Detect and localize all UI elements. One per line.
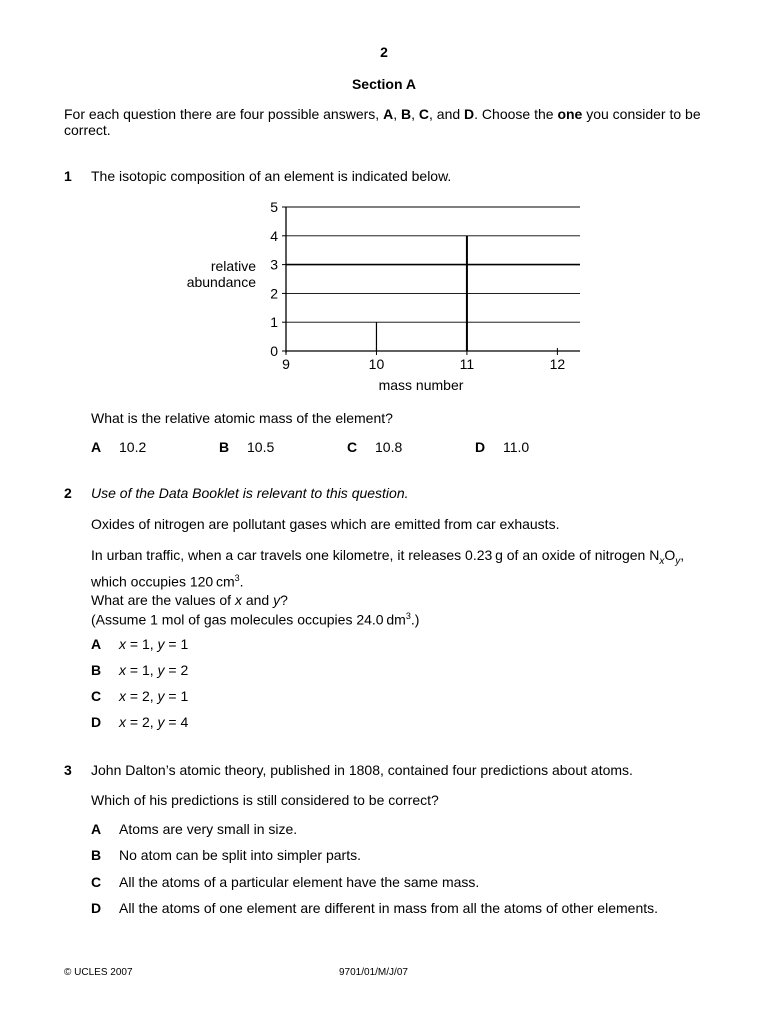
x-tick-label: 11 (459, 356, 475, 372)
option-letter: C (347, 439, 358, 455)
question-prompt: Which of his predictions is still considered to be correct? (91, 792, 439, 808)
y-tick-label: 2 (270, 285, 278, 302)
y-axis-label-line2: abundance (186, 274, 256, 290)
option-c[interactable]: C x = 2, y = 1 (91, 688, 189, 704)
x-tick-label: 9 (282, 356, 290, 372)
option-text: 10.2 (119, 439, 147, 455)
question-number: 1 (64, 168, 72, 184)
option-text: 11.0 (503, 439, 530, 455)
option-a[interactable] (91, 439, 146, 455)
option-c[interactable]: C All the atoms of a particular element have the same mass. (91, 874, 480, 890)
option-letter: D (475, 439, 486, 455)
y-tick-label: 5 (270, 199, 278, 215)
question-note: Use of the Data Booklet is relevant to this question. (91, 485, 409, 501)
y-tick-label: 3 (270, 256, 278, 273)
y-tick-label: 0 (270, 343, 278, 359)
instructions: For each question there are four possible answers, A, B, C, and D. Choose the one you consider to be correct. (64, 106, 701, 138)
option-letter: B (219, 439, 230, 455)
option-letter: A (91, 439, 102, 455)
x-axis-label: mass number (378, 377, 464, 393)
section-title: Section A (351, 76, 417, 92)
y-tick-label: 1 (270, 314, 278, 331)
option-d[interactable] (475, 439, 529, 455)
option-text: 10.8 (375, 439, 403, 455)
y-tick-label: 4 (270, 227, 278, 244)
isotope-chart (0, 190, 768, 400)
x-tick-label: 12 (549, 356, 566, 372)
option-d[interactable]: D x = 2, y = 4 (91, 714, 189, 730)
option-text: 10.5 (247, 439, 275, 455)
question-stem: John Dalton’s atomic theory, published in 1808, contained four predictions about atoms. (91, 762, 633, 778)
page-number: 2 (380, 44, 388, 60)
option-d[interactable]: D All the atoms of one element are different in mass from all the atoms of other elements. (91, 900, 659, 916)
question-text: Oxides of nitrogen are pollutant gases which are emitted from car exhausts. (91, 516, 560, 532)
question-number: 2 (64, 485, 72, 501)
option-b[interactable]: B No atom can be split into simpler parts. (91, 847, 361, 863)
question-text: In urban traffic, when a car travels one kilometre, it releases 0.23 g of an oxide of nitrogen $N_xO_y$, which occupies 120 $cm^3$. (91, 547, 685, 590)
option-c[interactable] (347, 439, 402, 455)
option-a[interactable]: A Atoms are very small in size. (91, 821, 298, 837)
footer-code: 9701/01/M/J/07 (339, 967, 408, 978)
option-b[interactable] (219, 439, 274, 455)
question-stem: The isotopic composition of an element is indicated below. (91, 168, 452, 184)
question-number: 3 (64, 762, 72, 778)
y-axis-label-line1: relative (210, 258, 256, 274)
question-prompt: What is the relative atomic mass of the element? (91, 410, 393, 426)
option-a[interactable]: A x = 1, y = 1 (91, 636, 189, 652)
x-tick-label: 10 (368, 356, 385, 372)
chart-svg (0, 190, 768, 400)
option-b[interactable]: B x = 1, y = 2 (91, 662, 189, 678)
footer-copyright: © UCLES 2007 (64, 967, 133, 978)
question-prompt: What are the values of x and y? (Assume 1 mol of gas molecules occupies 24.0 $dm^3$.) (91, 592, 420, 628)
